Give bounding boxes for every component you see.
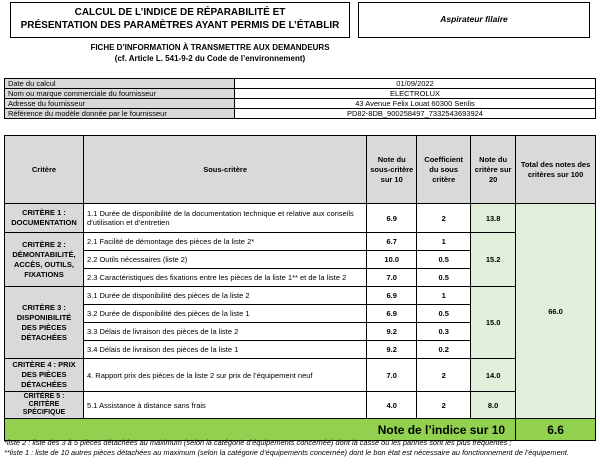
- subcriterion-label: 4. Rapport prix des pièces de la liste 2 sur prix de l’équipement neuf: [83, 359, 366, 392]
- criterion-4-score: 14.0: [471, 359, 516, 392]
- col-header-note-sous: Note du sous-critère sur 10: [367, 136, 417, 204]
- subcriterion-note: 6.9: [367, 287, 417, 305]
- document-title: [10, 2, 350, 38]
- criterion-4: CRITÈRE 4 : PRIX DES PIÈCES DÉTACHÉES: [5, 359, 84, 392]
- footnote-list-2: *liste 2 : liste des 3 à 5 pièces détachées au maximum (selon la catégorie d’équipements concernée) dont la casse ou les pannes sont les plus fréquentes ;: [4, 438, 512, 447]
- table-row: [5, 392, 596, 419]
- supplier-info-table: [4, 78, 596, 119]
- subcriterion-coef: 2: [417, 392, 471, 419]
- info-value: 43 Avenue Felix Louat 60300 Senlis: [235, 99, 596, 109]
- subcriterion-coef: 0.5: [417, 251, 471, 269]
- subcriterion-coef: 0.5: [417, 305, 471, 323]
- criterion-5: CRITÈRE 5 : CRITÈRE SPÉCIFIQUE: [5, 392, 84, 419]
- footnotes: [4, 438, 596, 458]
- criterion-1-score: 13.8: [471, 204, 516, 233]
- subcriterion-label: 3.2 Durée de disponibilité des pièces de la liste 1: [83, 305, 366, 323]
- subcriterion-note: 9.2: [367, 323, 417, 341]
- fiche-line-1: FICHE D’INFORMATION À TRANSMETTRE AUX DEMANDEURS: [90, 43, 330, 52]
- table-row: [5, 204, 596, 233]
- subcriterion-coef: 0.2: [417, 341, 471, 359]
- col-header-note20: Note du critère sur 20: [471, 136, 516, 204]
- subcriterion-note: 6.9: [367, 204, 417, 233]
- info-row: [5, 79, 596, 89]
- subcriterion-label: 2.2 Outils nécessaires (liste 2): [83, 251, 366, 269]
- subcriterion-label: 2.3 Caractéristiques des fixations entre les pièces de la liste 1** et de la liste 2: [83, 269, 366, 287]
- info-value: ELECTROLUX: [235, 89, 596, 99]
- criterion-2: CRITÈRE 2 : DÉMONTABILITÉ, ACCÈS, OUTILS, FIXATIONS: [5, 233, 84, 287]
- col-header-critere: Critère: [5, 136, 84, 204]
- info-label: Référence du modèle donnée par le fournisseur: [5, 109, 235, 119]
- info-label: Nom ou marque commerciale du fournisseur: [5, 89, 235, 99]
- final-score-value: 6.6: [516, 419, 596, 441]
- info-row: [5, 99, 596, 109]
- subcriterion-label: 3.1 Durée de disponibilité des pièces de la liste 2: [83, 287, 366, 305]
- criterion-3: CRITÈRE 3 : DISPONIBILITÉ DES PIÈCES DÉTACHÉES: [5, 287, 84, 359]
- subcriterion-note: 7.0: [367, 359, 417, 392]
- footnote-list-1: **liste 1 : liste de 10 autres pièces détachées au maximum (selon la catégorie d’équipements concernée) dont le bon état est nécessaire au fonctionnement de l’équipement.: [4, 448, 569, 457]
- subcriterion-note: 6.9: [367, 305, 417, 323]
- product-type: Aspirateur filaire: [358, 2, 590, 38]
- subcriterion-label: 5.1 Assistance à distance sans frais: [83, 392, 366, 419]
- subcriterion-label: 2.1 Facilité de démontage des pièces de la liste 2*: [83, 233, 366, 251]
- info-value: 01/09/2022: [235, 79, 596, 89]
- subcriterion-coef: 0.5: [417, 269, 471, 287]
- col-header-coef: Coefficient du sous critère: [417, 136, 471, 204]
- info-value: PD82-8DB_900258497_7332543693924: [235, 109, 596, 119]
- subcriterion-label: 3.3 Délais de livraison des pièces de la liste 2: [83, 323, 366, 341]
- criterion-1: CRITÈRE 1 : DOCUMENTATION: [5, 204, 84, 233]
- subcriterion-note: 4.0: [367, 392, 417, 419]
- subcriterion-coef: 2: [417, 204, 471, 233]
- subcriterion-coef: 0.3: [417, 323, 471, 341]
- title-line-1: CALCUL DE L’INDICE DE RÉPARABILITÉ ET: [74, 7, 286, 18]
- table-row: [5, 359, 596, 392]
- info-label: Adresse du fournisseur: [5, 99, 235, 109]
- subcriterion-note: 7.0: [367, 269, 417, 287]
- col-header-total100: Total des notes des critères sur 100: [516, 136, 596, 204]
- criterion-5-score: 8.0: [471, 392, 516, 419]
- table-row: [5, 233, 596, 251]
- col-header-sous-critere: Sous-critère: [83, 136, 366, 204]
- total-score-100: 66.0: [516, 204, 596, 419]
- subcriterion-note: 10.0: [367, 251, 417, 269]
- score-table: [4, 135, 596, 441]
- fiche-line-2: (cf. Article L. 541-9-2 du Code de l’environnement): [114, 54, 306, 63]
- subcriterion-label: 3.4 Délais de livraison des pièces de la liste 1: [83, 341, 366, 359]
- subcriterion-coef: 2: [417, 359, 471, 392]
- table-row: [5, 287, 596, 305]
- subcriterion-label: 1.1 Durée de disponibilité de la documentation technique et relative aux conseils d’utilisation et d’entretien: [83, 204, 366, 233]
- title-line-2: PRÉSENTATION DES PARAMÈTRES AYANT PERMIS DE L’ÉTABLIR: [20, 20, 340, 31]
- info-label: Date du calcul: [5, 79, 235, 89]
- subcriterion-note: 9.2: [367, 341, 417, 359]
- subcriterion-coef: 1: [417, 233, 471, 251]
- criterion-2-score: 15.2: [471, 233, 516, 287]
- info-row: [5, 109, 596, 119]
- final-score-label: Note de l’indice sur 10: [5, 419, 516, 441]
- fiche-heading: [0, 42, 420, 64]
- criterion-3-score: 15.0: [471, 287, 516, 359]
- subcriterion-coef: 1: [417, 287, 471, 305]
- info-row: [5, 89, 596, 99]
- subcriterion-note: 6.7: [367, 233, 417, 251]
- header-row: [5, 136, 596, 204]
